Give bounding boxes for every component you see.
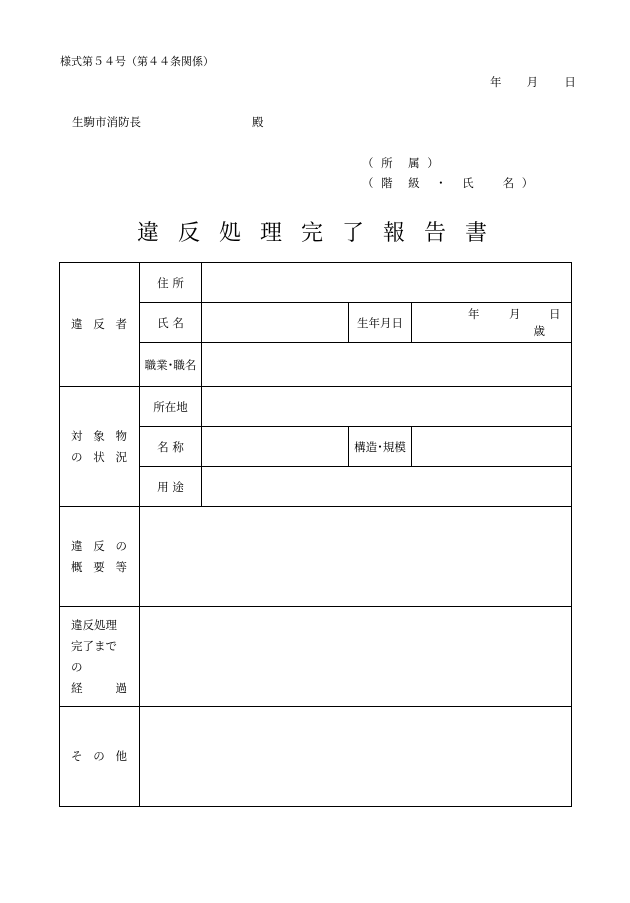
section-label-line [71, 447, 127, 468]
section-summary [60, 507, 140, 607]
birth-month-label: 月 [509, 307, 521, 321]
honorific: 殿 [252, 115, 264, 129]
address-field[interactable] [202, 263, 572, 303]
section-label-text: 象 [93, 428, 105, 443]
section-label-text: 過 [115, 680, 127, 695]
section-label-text: 等 [115, 559, 127, 574]
form-number: 様式第５４号（第４４条関係） [60, 55, 214, 68]
section-label-text: 違反処理 [71, 617, 117, 632]
structure-field[interactable] [412, 427, 572, 467]
occupation-label: 職業･職名 [140, 343, 202, 387]
section-label-text: 他 [115, 749, 127, 763]
section-label-text: 違 [71, 317, 83, 331]
birth-day-label: 日 [549, 307, 561, 321]
section-label-line [71, 615, 127, 636]
name-field[interactable] [202, 303, 349, 343]
section-label-line [71, 636, 127, 678]
section-label-text: そ [71, 749, 83, 763]
use-label: 用 途 [140, 467, 202, 507]
section-violator [60, 263, 140, 387]
section-label-text: 完了までの [71, 638, 117, 674]
affiliation-field: （ 所 属 ） [362, 156, 441, 170]
location-label: 所在地 [140, 387, 202, 427]
structure-label: 構造･規模 [349, 427, 412, 467]
birthdate-field[interactable] [412, 303, 572, 343]
section-label-text: の [71, 449, 83, 464]
target-name-label: 名 称 [140, 427, 202, 467]
section-label-text: 経 [71, 680, 83, 695]
section-label-text: 概 [71, 559, 83, 574]
section-label-line [71, 426, 127, 447]
occupation-field[interactable] [202, 343, 572, 387]
section-label-text: の [93, 749, 105, 763]
section-label-text: 要 [93, 559, 105, 574]
rank-name-field: （ 階 級 ・ 氏 名 ） [362, 176, 536, 190]
section-label-line [71, 314, 127, 335]
date-year-label: 年 [490, 75, 502, 89]
section-label-text: 反 [93, 538, 105, 553]
section-label-text: 反 [93, 317, 105, 331]
age-label: 歳 [533, 324, 546, 338]
report-form-table [59, 262, 572, 807]
section-other [60, 707, 140, 807]
other-field[interactable] [140, 707, 572, 807]
address-label: 住 所 [140, 263, 202, 303]
section-target [60, 387, 140, 507]
date-day-label: 日 [564, 75, 576, 89]
use-field[interactable] [202, 467, 572, 507]
section-label-text: 対 [71, 428, 83, 443]
section-label-line [71, 678, 127, 699]
section-label-line [71, 557, 127, 578]
report-date [490, 74, 576, 90]
section-label-text: の [115, 538, 127, 553]
section-label-line [71, 746, 127, 767]
section-label-text: 物 [115, 428, 127, 443]
section-progress [60, 607, 140, 707]
date-month-label: 月 [526, 75, 539, 89]
birth-year-label: 年 [468, 307, 480, 321]
page-title: 違 反 処 理 完 了 報 告 書 [137, 221, 493, 246]
section-label-line [71, 536, 127, 557]
section-label-text: 状 [93, 449, 105, 464]
progress-field[interactable] [140, 607, 572, 707]
summary-field[interactable] [140, 507, 572, 607]
location-field[interactable] [202, 387, 572, 427]
section-label-text: 違 [71, 538, 83, 553]
name-label: 氏 名 [140, 303, 202, 343]
section-label-text: 者 [115, 317, 127, 331]
section-label-text: 況 [115, 449, 127, 464]
addressee: 生駒市消防長 [72, 115, 141, 129]
birthdate-label: 生年月日 [349, 303, 412, 343]
target-name-field[interactable] [202, 427, 349, 467]
